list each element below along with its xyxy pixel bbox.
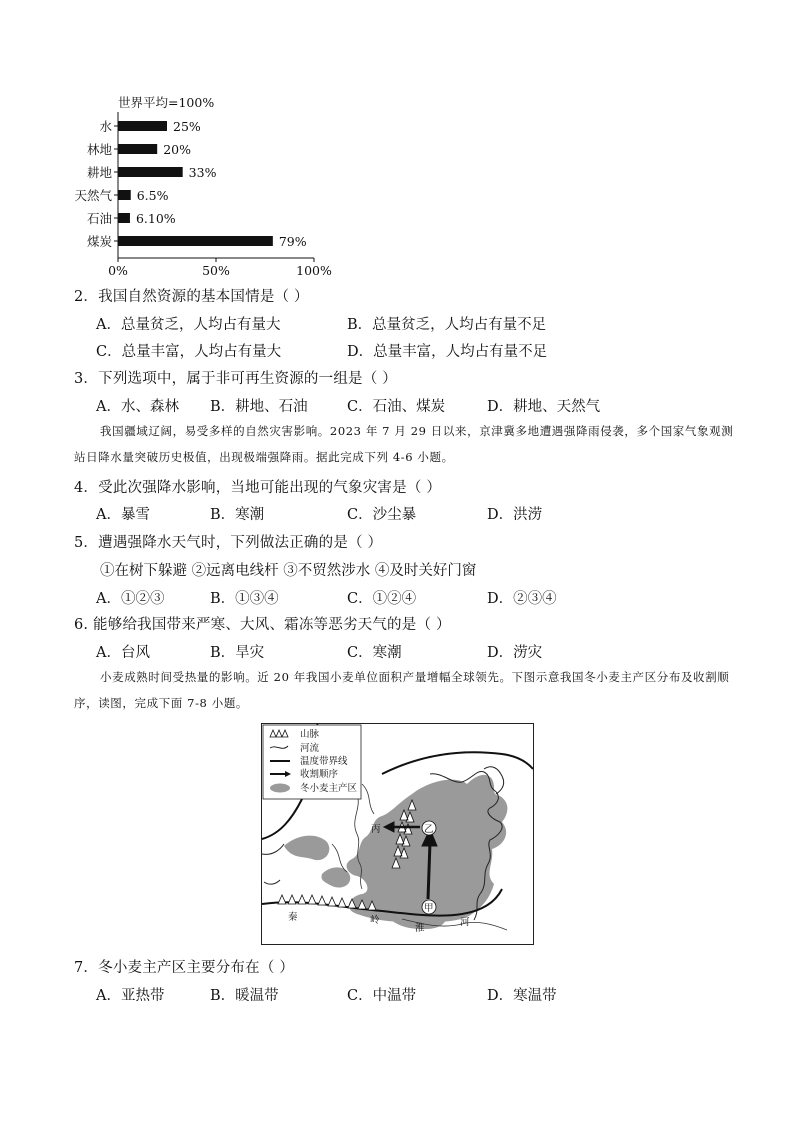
question-6-option-c[interactable]: C．寒潮	[347, 645, 402, 661]
chart-plot-area	[74, 112, 331, 278]
label-ling: 岭	[370, 915, 380, 926]
chart-x-tick-label: 100%	[296, 263, 332, 278]
label-bing: 丙	[371, 824, 381, 835]
question-2-stem: 2．我国自然资源的基本国情是（ ）	[74, 289, 309, 305]
question-6-option-b[interactable]: B．旱灾	[210, 645, 265, 661]
chart-value-label: 33%	[188, 165, 217, 180]
chart-bar	[118, 236, 273, 246]
question-7-option-a[interactable]: A．亚热带	[96, 988, 165, 1004]
legend-boundary: 温度带界线	[300, 756, 348, 767]
question-4-option-a[interactable]: A．暴雪	[96, 507, 150, 523]
question-4-option-b[interactable]: B．寒潮	[210, 507, 265, 523]
question-7-option-b[interactable]: B．暖温带	[210, 988, 279, 1004]
question-2-option-d[interactable]: D．总量丰富，人均占有量不足	[347, 344, 548, 360]
question-3-stem: 3．下列选项中，属于非可再生资源的一组是（ ）	[74, 371, 397, 387]
question-3-option-b[interactable]: B．耕地、石油	[210, 399, 308, 415]
label-he: 河	[460, 917, 470, 928]
question-4-stem: 4．受此次强降水影响，当地可能出现的气象灾害是（ ）	[74, 480, 442, 496]
chart-value-label: 20%	[163, 142, 191, 157]
question-7-option-d[interactable]: D．寒温带	[487, 988, 557, 1004]
legend-harvest: 收割顺序	[300, 769, 339, 780]
chart-x-tick-label: 50%	[202, 263, 230, 278]
passage-wheat: 小麦成熟时间受热量的影响。近 20 年我国小麦单位面积产量增幅全球领先。下图示意我国冬小麦主产区分布及收割顺序，读图，完成下面 7-8 小题。	[74, 670, 730, 710]
question-5-option-b[interactable]: B．①③④	[210, 591, 279, 607]
winter-wheat-map	[261, 723, 534, 945]
chart-bar	[118, 213, 130, 223]
question-5-option-a[interactable]: A．①②③	[96, 591, 165, 607]
question-7-stem: 7．冬小麦主产区主要分布在（ ）	[74, 960, 295, 976]
chart-category-label: 林地	[86, 142, 112, 157]
legend-mountain: 山脉	[300, 729, 320, 740]
chart-value-label: 6.10%	[135, 211, 176, 226]
question-6-option-d[interactable]: D．涝灾	[487, 645, 543, 661]
chart-bar	[118, 190, 131, 200]
question-7-option-c[interactable]: C．中温带	[347, 988, 417, 1004]
question-5-choices: ①在树下躲避 ②远离电线杆 ③不贸然涉水 ④及时关好门窗	[100, 563, 477, 579]
question-4-option-c[interactable]: C．沙尘暴	[347, 507, 417, 523]
question-2-option-c[interactable]: C．总量丰富，人均占有量大	[96, 344, 282, 360]
legend-mountain-icon	[270, 730, 288, 737]
chart-title: 世界平均=100%	[118, 95, 215, 110]
label-qin: 秦	[288, 912, 298, 923]
chart-category-label: 水	[99, 119, 112, 134]
question-5-option-d[interactable]: D．②③④	[487, 591, 557, 607]
label-huai: 淮	[415, 923, 425, 934]
chart-category-label: 耕地	[86, 165, 112, 180]
question-2-option-b[interactable]: B．总量贫乏，人均占有量不足	[347, 317, 547, 333]
question-6-option-a[interactable]: A．台风	[96, 645, 150, 661]
question-2-option-a[interactable]: A．总量贫乏，人均占有量大	[96, 317, 281, 333]
legend-river: 河流	[300, 743, 320, 754]
chart-bar	[118, 167, 183, 177]
question-3-option-a[interactable]: A．水、森林	[96, 399, 179, 415]
question-5-stem: 5．遭遇强降水天气时，下列做法正确的是（ ）	[74, 535, 383, 551]
question-6-stem: 6. 能够给我国带来严寒、大风、霜冻等恶劣天气的是（ ）	[74, 617, 451, 633]
resource-per-capita-bar-chart	[74, 90, 340, 280]
chart-x-tick-label: 0%	[108, 263, 128, 278]
chart-value-label: 6.5%	[136, 188, 169, 203]
question-3-option-d[interactable]: D．耕地、天然气	[487, 399, 601, 415]
chart-bar	[118, 121, 167, 131]
legend-wheat-icon	[270, 784, 290, 793]
legend-wheat: 冬小麦主产区	[300, 783, 358, 794]
chart-category-label: 煤炭	[86, 234, 112, 249]
label-yi: 乙	[424, 824, 434, 835]
chart-category-label: 天然气	[74, 188, 112, 203]
question-4-option-d[interactable]: D．洪涝	[487, 507, 543, 523]
label-jia: 甲	[424, 903, 434, 914]
chart-value-label: 25%	[173, 119, 201, 134]
chart-bar	[118, 144, 157, 154]
question-5-option-c[interactable]: C．①②④	[347, 591, 417, 607]
question-3-option-c[interactable]: C．石油、煤炭	[347, 399, 446, 415]
chart-category-label: 石油	[86, 211, 112, 226]
passage-disaster: 我国疆域辽阔，易受多样的自然灾害影响。2023 年 7 月 29 日以来，京津冀多地遭遇强降雨侵袭，多个国家气象观测站日降水量突破历史极值，出现极端强降雨。据此完成下列 4-6 小题。	[74, 424, 734, 464]
chart-value-label: 79%	[278, 234, 307, 249]
map-legend	[263, 725, 361, 799]
